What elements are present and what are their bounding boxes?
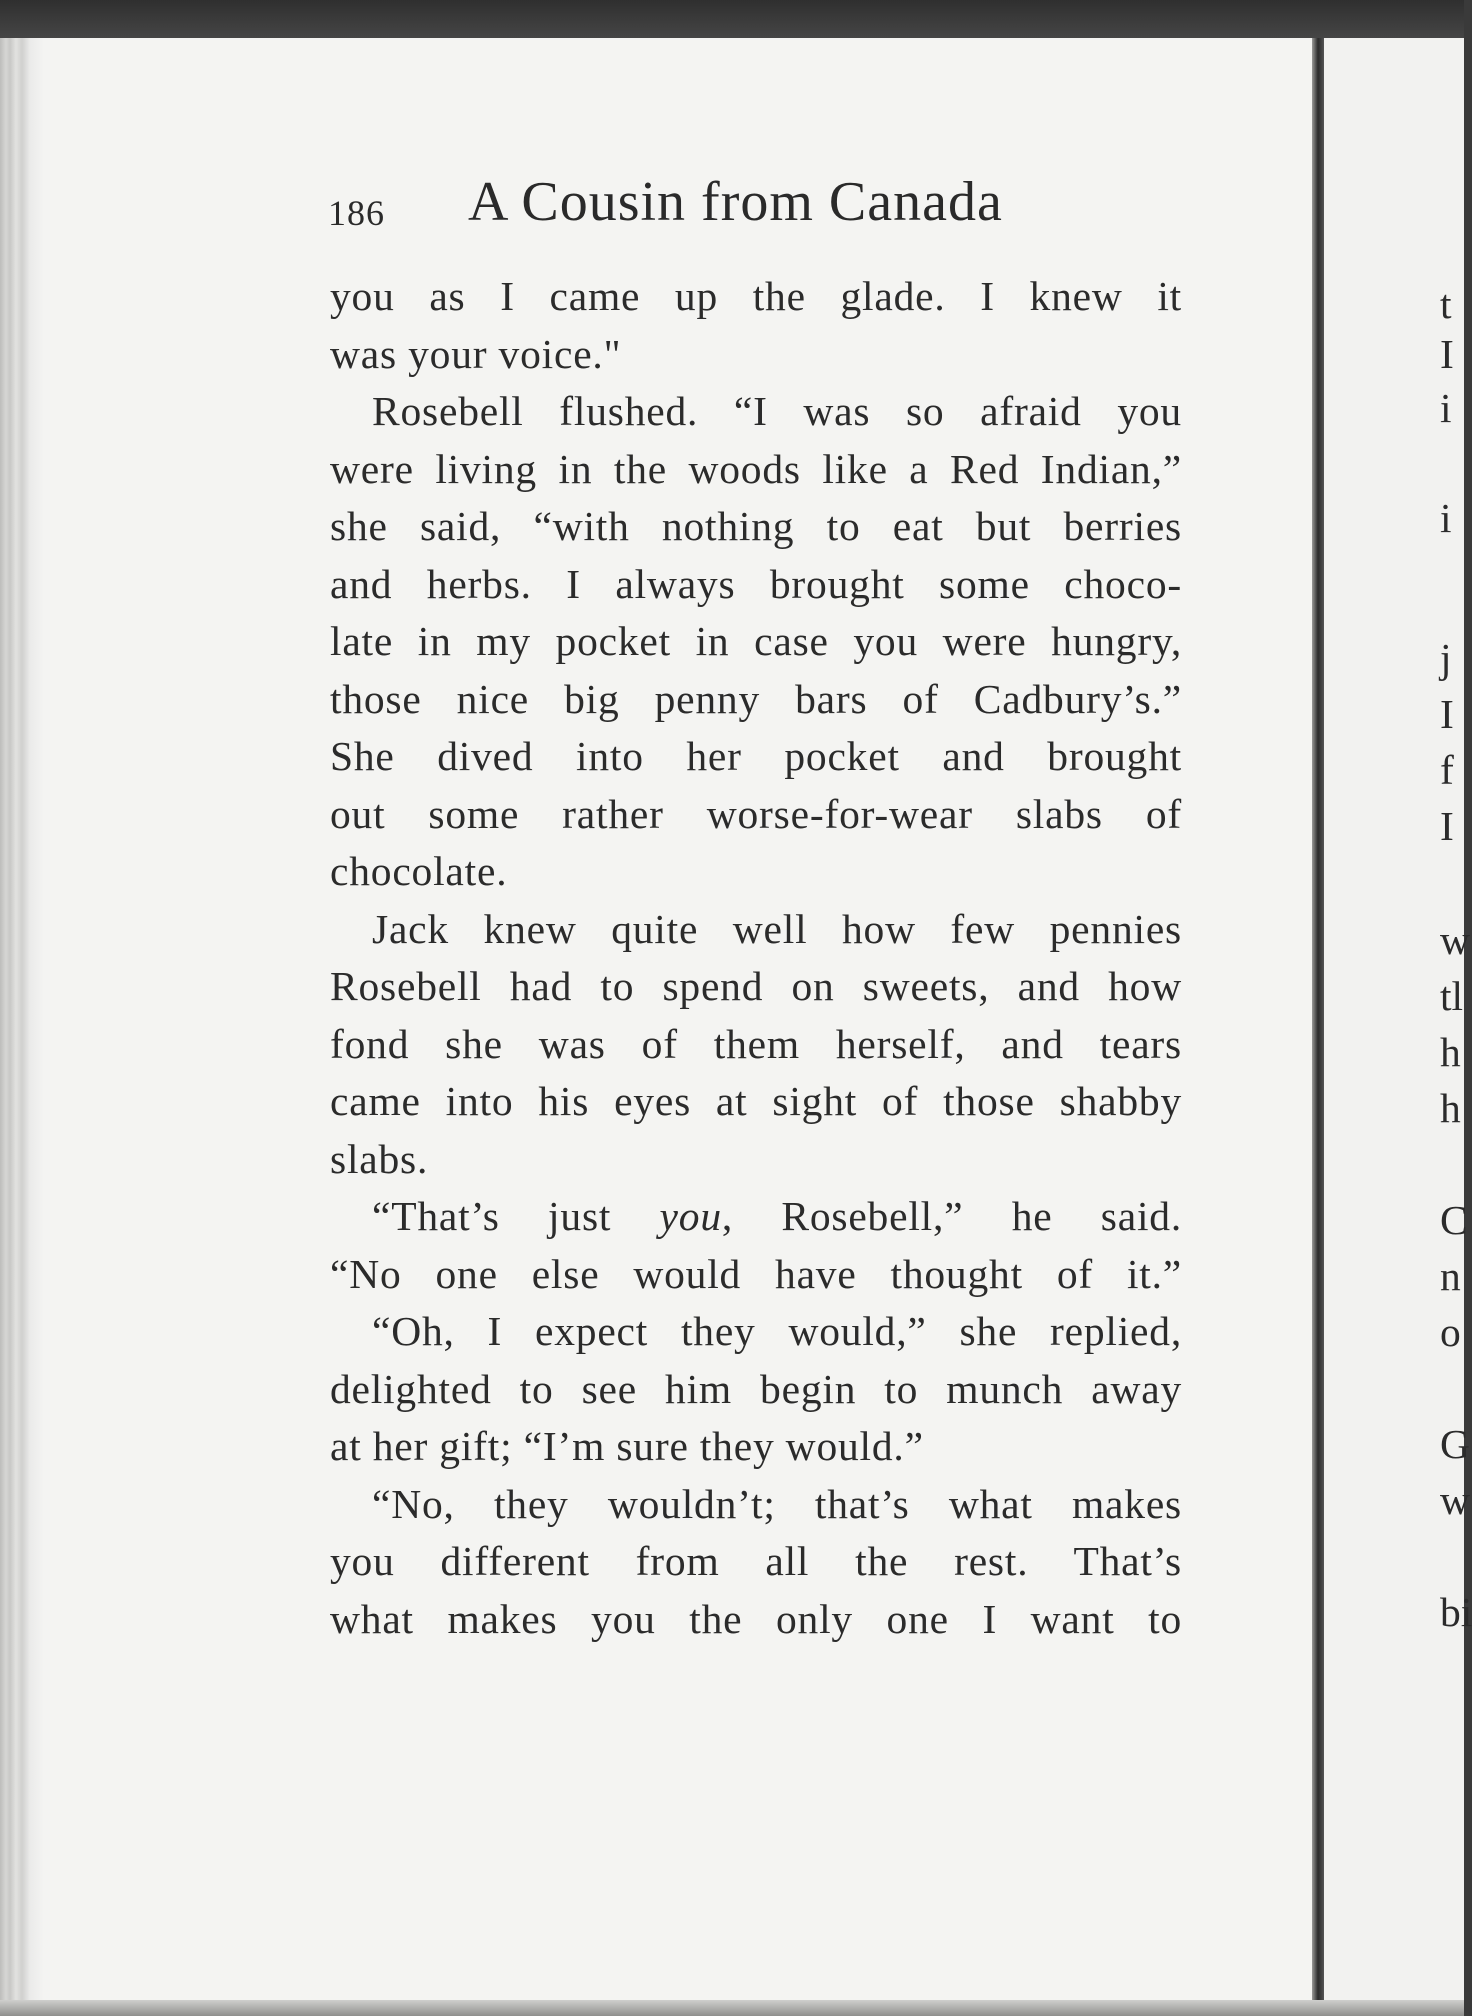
book-title: A Cousin from Canada <box>468 171 1003 233</box>
text-line: late in my pocket in case you were hungry, <box>330 618 1182 664</box>
emphasis-text: you <box>659 1193 722 1239</box>
text-line: she said, “with nothing to eat but berries <box>330 503 1182 549</box>
body-text <box>330 268 1182 1648</box>
text-line: were living in the woods like a Red Indian,” <box>330 445 1182 492</box>
text-line: slabs. <box>330 1135 429 1182</box>
text-line: and herbs. I always brought some choco- <box>330 560 1182 607</box>
text-line: She dived into her pocket and brought <box>330 733 1182 779</box>
fragment-letter: w <box>1440 1477 1470 1523</box>
text-line: at her gift; “I’m sure they would.” <box>330 1423 924 1469</box>
fragment-letter: I <box>1440 691 1454 737</box>
text-line <box>330 1188 1182 1246</box>
text-line: fond she was of them herself, and tears <box>330 1020 1182 1067</box>
text-line: you different from all the rest. That’s <box>330 1538 1182 1584</box>
book-gutter <box>1312 38 1324 2016</box>
page-number: 186 <box>328 193 385 233</box>
text-line: what makes you the only one I want to <box>330 1595 1182 1642</box>
text-span: , Rosebell,” he said. <box>721 1193 1183 1239</box>
fragment-letter: h <box>1440 1085 1461 1131</box>
fragment-letter: h <box>1440 1029 1461 1075</box>
fragment-letter: i <box>1440 385 1452 431</box>
fragment-letter: o <box>1440 1309 1461 1355</box>
fragment-letter: t <box>1440 281 1452 327</box>
fragment-letter: bi <box>1440 1589 1472 1635</box>
text-line: Rosebell flushed. “I was so afraid you <box>372 388 1182 434</box>
text-line: was your voice." <box>330 330 622 377</box>
fragment-letter: C <box>1440 1197 1468 1243</box>
text-line: chocolate. <box>330 848 508 894</box>
fragment-letter: I <box>1440 803 1454 849</box>
fragment-letter: i <box>1440 495 1452 541</box>
fragment-letter: tl <box>1440 973 1464 1019</box>
text-line: Jack knew quite well how few pennies <box>372 905 1182 952</box>
page-bottom-shadow <box>0 2000 1464 2016</box>
fragment-letter: f <box>1440 747 1454 793</box>
page-stack-edge <box>0 38 44 2016</box>
text-line: those nice big penny bars of Cadbury’s.” <box>330 675 1182 722</box>
text-line: you as I came up the glade. I knew it <box>330 273 1182 319</box>
text-line: “No, they wouldn’t; that’s what makes <box>372 1480 1182 1527</box>
text-line: “Oh, I expect they would,” she replied, <box>372 1308 1182 1354</box>
text-line: delighted to see him begin to munch away <box>330 1365 1182 1412</box>
text-line: came into his eyes at sight of those shabby <box>330 1078 1182 1124</box>
fragment-letter: G <box>1440 1421 1470 1467</box>
fragment-letter: j <box>1440 635 1452 681</box>
fragment-letter: w <box>1440 917 1470 963</box>
text-line <box>330 1246 1182 1304</box>
fragment-letter: n <box>1440 1253 1461 1299</box>
text-line: Rosebell had to spend on sweets, and how <box>330 963 1182 1009</box>
fragment-letter: I <box>1440 331 1454 377</box>
running-head <box>328 170 1188 240</box>
text-line: out some rather worse-for-wear slabs of <box>330 790 1182 837</box>
text-span: “No one else would have thought of it.” <box>330 1250 1182 1297</box>
text-span: “That’s just <box>372 1193 660 1239</box>
